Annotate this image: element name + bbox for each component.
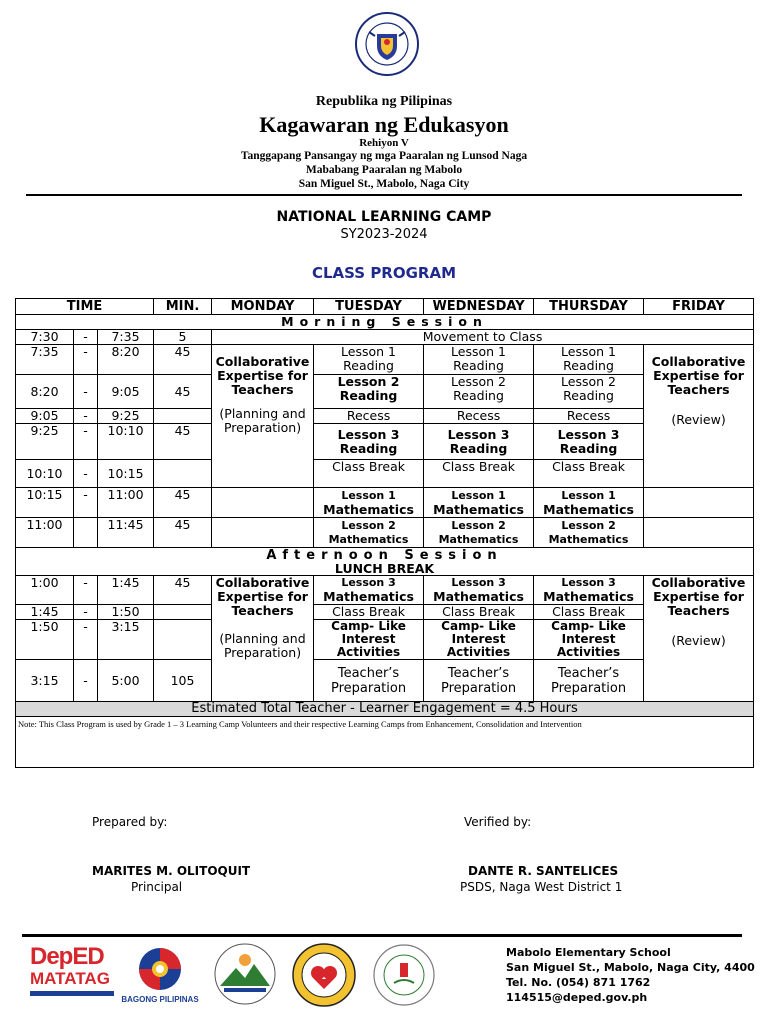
lesson-label: Lesson 2	[451, 374, 507, 389]
friday-afternoon-cell	[644, 576, 754, 702]
matatag-wordmark: MATATAG	[30, 969, 110, 988]
time-dash: -	[74, 576, 98, 605]
teachers-preparation-cell: Teacher’s Preparation	[424, 660, 534, 702]
time-end: 11:45	[98, 518, 154, 548]
subject-label: Mathematics	[543, 589, 634, 604]
thursday-lesson-cell	[534, 424, 644, 460]
lesson-label: Lesson 2	[451, 518, 506, 532]
lesson-label: Lesson 2	[561, 374, 617, 389]
table-row	[16, 488, 754, 518]
subject-label: Mathematics	[548, 532, 629, 546]
subject-label: Reading	[339, 440, 398, 456]
class-program-title: CLASS PROGRAM	[311, 264, 457, 282]
teachers-preparation-cell: Teacher’s Preparation	[534, 660, 644, 702]
republic-line: Republika ng Pilipinas	[315, 94, 453, 109]
time-end: 1:50	[98, 605, 154, 620]
wednesday-lesson-cell	[424, 488, 534, 518]
deped-matatag-logo	[30, 945, 114, 1003]
afternoon-session-cell	[16, 548, 754, 576]
monday-empty-cell	[212, 488, 314, 518]
friday-morning-sub: (Review)	[671, 412, 726, 427]
table-row	[16, 330, 754, 345]
subject-label: Reading	[563, 388, 614, 403]
time-dash: -	[74, 620, 98, 660]
mabolo-school-seal	[370, 943, 438, 1007]
time-end: 9:05	[98, 375, 154, 409]
recess-cell: Recess	[314, 409, 424, 424]
wednesday-lesson-cell	[424, 518, 534, 548]
footer-divider	[22, 934, 742, 937]
footer-telephone: Tel. No. (054) 871 1762	[506, 976, 651, 989]
subject-label: Reading	[343, 358, 394, 373]
subject-label: Mathematics	[323, 501, 414, 517]
table-row	[16, 375, 754, 409]
header-friday: FRIDAY	[644, 299, 754, 315]
monday-morning-sub: (Planning and Preparation)	[219, 406, 306, 435]
minutes: 45	[154, 375, 212, 409]
time-end: 10:15	[98, 460, 154, 488]
thursday-lesson-cell	[534, 488, 644, 518]
table-row	[16, 409, 754, 424]
class-break-cell: Class Break	[314, 460, 424, 488]
time-end: 8:20	[98, 345, 154, 375]
time-end: 11:00	[98, 488, 154, 518]
time-end: 3:15	[98, 620, 154, 660]
friday-morning-cell	[644, 345, 754, 488]
minutes: 45	[154, 518, 212, 548]
minutes: 45	[154, 345, 212, 375]
verified-by-label: Verified by:	[464, 815, 532, 829]
thursday-lesson-cell	[534, 518, 644, 548]
tuesday-lesson-cell	[314, 488, 424, 518]
class-break-cell: Class Break	[424, 460, 534, 488]
thursday-lesson-cell	[534, 576, 644, 605]
header-time: TIME	[16, 299, 154, 315]
time-start: 1:00	[16, 576, 74, 605]
minutes: 45	[154, 488, 212, 518]
time-dash: -	[74, 345, 98, 375]
table-row	[16, 576, 754, 605]
bagong-pilipinas-logo	[120, 945, 200, 1005]
lesson-label: Lesson 1	[341, 344, 397, 359]
teachers-preparation-cell: Teacher’s Preparation	[314, 660, 424, 702]
time-end: 5:00	[98, 660, 154, 702]
table-row	[16, 345, 754, 375]
lesson-label: Lesson 3	[341, 576, 396, 589]
subject-label: Mathematics	[543, 501, 634, 517]
lesson-label: Lesson 2	[341, 518, 396, 532]
subject-label: Reading	[453, 358, 504, 373]
recess-cell: Recess	[424, 409, 534, 424]
region-line: Rehiyon V	[359, 137, 409, 149]
monday-morning-cell	[212, 345, 314, 488]
afternoon-session-label: Afternoon Session	[266, 547, 503, 563]
bagong-pilipinas-emblem	[120, 945, 200, 991]
subject-label: Mathematics	[433, 501, 524, 517]
camp-like-activities-cell: Camp- Like Interest Activities	[314, 620, 424, 660]
header-divider	[26, 194, 742, 196]
lesson-label: Lesson 3	[561, 576, 616, 589]
subject-label: Reading	[559, 440, 618, 456]
wednesday-lesson-cell	[424, 424, 534, 460]
prepared-by-name: MARITES M. OLITOQUIT	[92, 864, 251, 878]
table-row	[16, 460, 754, 488]
class-program-table	[15, 298, 754, 768]
time-end: 9:25	[98, 409, 154, 424]
region-v-logo	[208, 942, 282, 1006]
header-tuesday: TUESDAY	[314, 299, 424, 315]
header-wednesday: WEDNESDAY	[424, 299, 534, 315]
time-dash: -	[74, 660, 98, 702]
friday-empty-cell	[644, 488, 754, 518]
subject-label: Reading	[339, 388, 398, 403]
tuesday-lesson-cell	[314, 345, 424, 375]
friday-empty-cell	[644, 518, 754, 548]
class-break-cell: Class Break	[424, 605, 534, 620]
camp-title: NATIONAL LEARNING CAMP	[276, 209, 492, 225]
estimated-engagement: Estimated Total Teacher - Learner Engagement = 4.5 Hours	[16, 702, 754, 717]
camp-like-activities-cell: Camp- Like Interest Activities	[534, 620, 644, 660]
bagong-pilipinas-text: BAGONG PILIPINAS	[121, 995, 199, 1004]
lunch-break-label: LUNCH BREAK	[334, 560, 435, 576]
minutes: 5	[154, 330, 212, 345]
time-start: 10:10	[16, 460, 74, 488]
subject-label: Reading	[563, 358, 614, 373]
class-break-cell: Class Break	[314, 605, 424, 620]
school-year: SY2023-2024	[340, 227, 428, 242]
lesson-label: Lesson 1	[561, 344, 617, 359]
footer-school-name: Mabolo Elementary School	[506, 946, 671, 959]
monday-morning-activity: Collaborative Expertise for Teachers	[215, 354, 310, 397]
tuesday-lesson-cell	[314, 518, 424, 548]
time-dash-empty	[74, 518, 98, 548]
time-start: 1:50	[16, 620, 74, 660]
lesson-label: Lesson 2	[561, 518, 616, 532]
friday-afternoon-sub: (Review)	[671, 633, 726, 648]
thursday-lesson-cell	[534, 375, 644, 409]
table-row	[16, 518, 754, 548]
minutes: 105	[154, 660, 212, 702]
verified-by-name: DANTE R. SANTELICES	[468, 864, 619, 878]
time-start: 10:15	[16, 488, 74, 518]
monday-afternoon-cell	[212, 576, 314, 702]
deped-seal-logo	[355, 12, 419, 76]
class-break-cell: Class Break	[534, 460, 644, 488]
naga-division-seal	[288, 943, 360, 1007]
footer-email: 114515@deped.gov.ph	[506, 991, 648, 1004]
time-dash: -	[74, 460, 98, 488]
table-header-row	[16, 299, 754, 315]
minutes	[154, 620, 212, 660]
wednesday-lesson-cell	[424, 345, 534, 375]
table-row	[16, 660, 754, 702]
recess-cell: Recess	[534, 409, 644, 424]
deped-wordmark: DepED	[30, 943, 104, 970]
lesson-label: Lesson 3	[337, 426, 400, 442]
thursday-lesson-cell	[534, 345, 644, 375]
lesson-label: Lesson 1	[341, 488, 396, 502]
time-dash: -	[74, 375, 98, 409]
subject-label: Mathematics	[433, 589, 524, 604]
header-monday: MONDAY	[212, 299, 314, 315]
department-name: Kagawaran ng Edukasyon	[259, 112, 509, 137]
time-start: 9:05	[16, 409, 74, 424]
minutes	[154, 605, 212, 620]
wednesday-lesson-cell	[424, 576, 534, 605]
subject-label: Mathematics	[323, 589, 414, 604]
header-min: MIN.	[154, 299, 212, 315]
wednesday-lesson-cell	[424, 375, 534, 409]
tuesday-lesson-cell	[314, 375, 424, 409]
minutes	[154, 460, 212, 488]
header-thursday: THURSDAY	[534, 299, 644, 315]
school-line: Mababang Paaralan ng Mabolo	[305, 164, 463, 176]
table-row	[16, 605, 754, 620]
minutes: 45	[154, 576, 212, 605]
lesson-label: Lesson 3	[447, 426, 510, 442]
minutes	[154, 409, 212, 424]
time-start: 9:25	[16, 424, 74, 460]
division-line: Tanggapang Pansangay ng mga Paaralan ng Lunsod Naga	[240, 150, 528, 162]
verified-by-title: PSDS, Naga West District 1	[460, 880, 623, 894]
time-start: 8:20	[16, 375, 74, 409]
prepared-by-title: Principal	[131, 880, 183, 894]
subject-label: Mathematics	[328, 532, 409, 546]
footer-address: San Miguel St., Mabolo, Naga City, 4400	[506, 961, 755, 974]
monday-empty-cell	[212, 518, 314, 548]
camp-like-activities-cell: Camp- Like Interest Activities	[424, 620, 534, 660]
tuesday-lesson-cell	[314, 576, 424, 605]
lesson-label: Lesson 3	[451, 576, 506, 589]
time-start: 3:15	[16, 660, 74, 702]
lesson-label: Lesson 2	[337, 374, 400, 389]
time-end: 1:45	[98, 576, 154, 605]
time-dash: -	[74, 409, 98, 424]
friday-afternoon-activity: Collaborative Expertise for Teachers	[651, 575, 746, 618]
time-start: 11:00	[16, 518, 74, 548]
friday-morning-activity: Collaborative Expertise for Teachers	[651, 354, 746, 397]
time-dash: -	[74, 605, 98, 620]
program-note: Note: This Class Program is used by Grade 1 – 3 Learning Camp Volunteers and their respective Learning Camps from Enhancement, Consolidation and Intervention	[16, 717, 754, 768]
prepared-by-label: Prepared by:	[92, 815, 168, 829]
time-end: 7:35	[98, 330, 154, 345]
subject-label: Reading	[453, 388, 504, 403]
time-start: 7:35	[16, 345, 74, 375]
subject-label: Reading	[449, 440, 508, 456]
monday-afternoon-sub: (Planning and Preparation)	[219, 631, 306, 660]
monday-afternoon-activity: Collaborative Expertise for Teachers	[215, 575, 310, 618]
lesson-label: Lesson 1	[451, 344, 507, 359]
lesson-label: Lesson 1	[451, 488, 506, 502]
time-end: 10:10	[98, 424, 154, 460]
movement-to-class: Movement to Class	[212, 330, 754, 345]
address-line: San Miguel St., Mabolo, Naga City	[298, 178, 470, 190]
time-start: 7:30	[16, 330, 74, 345]
subject-label: Mathematics	[438, 532, 519, 546]
time-dash: -	[74, 424, 98, 460]
lesson-label: Lesson 3	[557, 426, 620, 442]
minutes: 45	[154, 424, 212, 460]
table-row	[16, 620, 754, 660]
class-break-cell: Class Break	[534, 605, 644, 620]
lesson-label: Lesson 1	[561, 488, 616, 502]
time-start: 1:45	[16, 605, 74, 620]
time-dash: -	[74, 330, 98, 345]
time-dash: -	[74, 488, 98, 518]
table-row	[16, 424, 754, 460]
morning-session-label: Morning Session	[16, 315, 754, 330]
tuesday-lesson-cell	[314, 424, 424, 460]
